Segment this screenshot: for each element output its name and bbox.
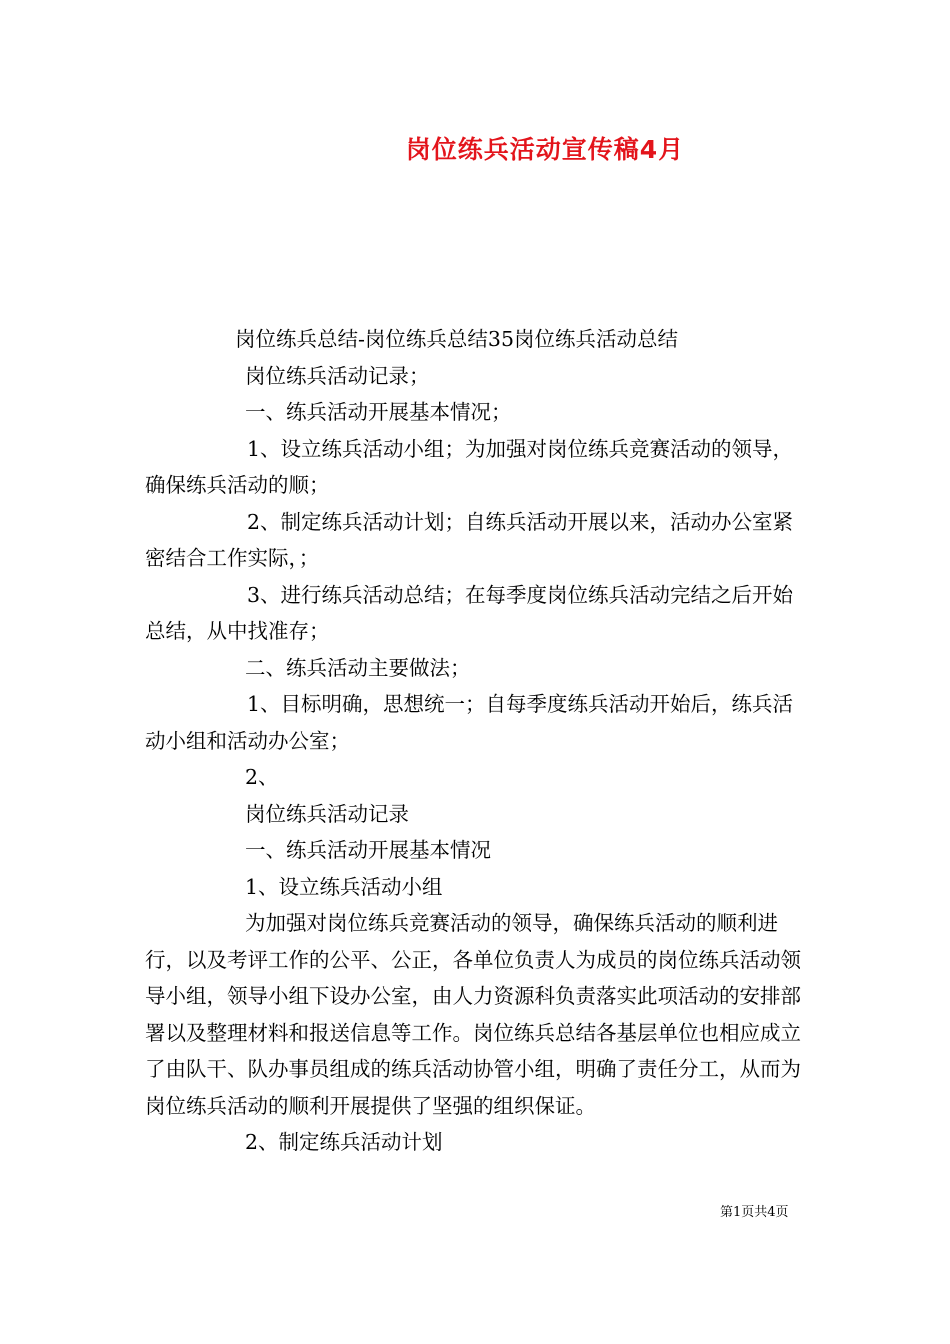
paragraph: 3、进行练兵活动总结；在每季度岗位练兵活动完结之后开始总结，从中找准存； [145, 582, 794, 643]
document-title: 岗位练兵活动宣传稿4月 [405, 135, 685, 164]
page-footer: 第1页共4页 [720, 1205, 789, 1220]
paragraph: 2、 [245, 765, 279, 789]
document-subtitle: 岗位练兵总结-岗位练兵总结35岗位练兵活动总结 [235, 327, 679, 351]
paragraph: 二、练兵活动主要做法； [245, 655, 471, 680]
paragraph: 2、制定练兵活动计划 [245, 1130, 443, 1154]
paragraph: 一、练兵活动开展基本情况； [245, 400, 512, 424]
paragraph: 1、设立练兵活动小组；为加强对岗位练兵竞赛活动的领导，确保练兵活动的顺； [145, 436, 794, 497]
paragraph: 为加强对岗位练兵竞赛活动的领导，确保练兵活动的顺利进行，以及考评工作的公平、公正，各单位负责人为成员的岗位练兵活动领导小组，领导小组下设办公室，由人力资源科负责落实此项活动的安排部署以及整理材料和报送信息等工作。岗位练兵总结各基层单位也相应成立了由队干、队办事员组成的练兵活动协管小组，明确了责任分工，从而为岗位练兵活动的顺利开展提供了坚强的组织保证。 [145, 911, 801, 1118]
paragraph: 1、目标明确，思想统一；自每季度练兵活动开始后，练兵活动小组和活动办公室； [145, 692, 794, 753]
paragraph: 1、设立练兵活动小组 [245, 874, 443, 899]
paragraph: 一、练兵活动开展基本情况 [245, 838, 491, 862]
document-body [145, 321, 807, 1161]
paragraph: 岗位练兵活动记录； [245, 363, 430, 388]
paragraph: 2、制定练兵活动计划；自练兵活动开展以来，活动办公室紧密结合工作实际，； [145, 509, 794, 570]
paragraph: 岗位练兵活动记录 [245, 801, 409, 826]
